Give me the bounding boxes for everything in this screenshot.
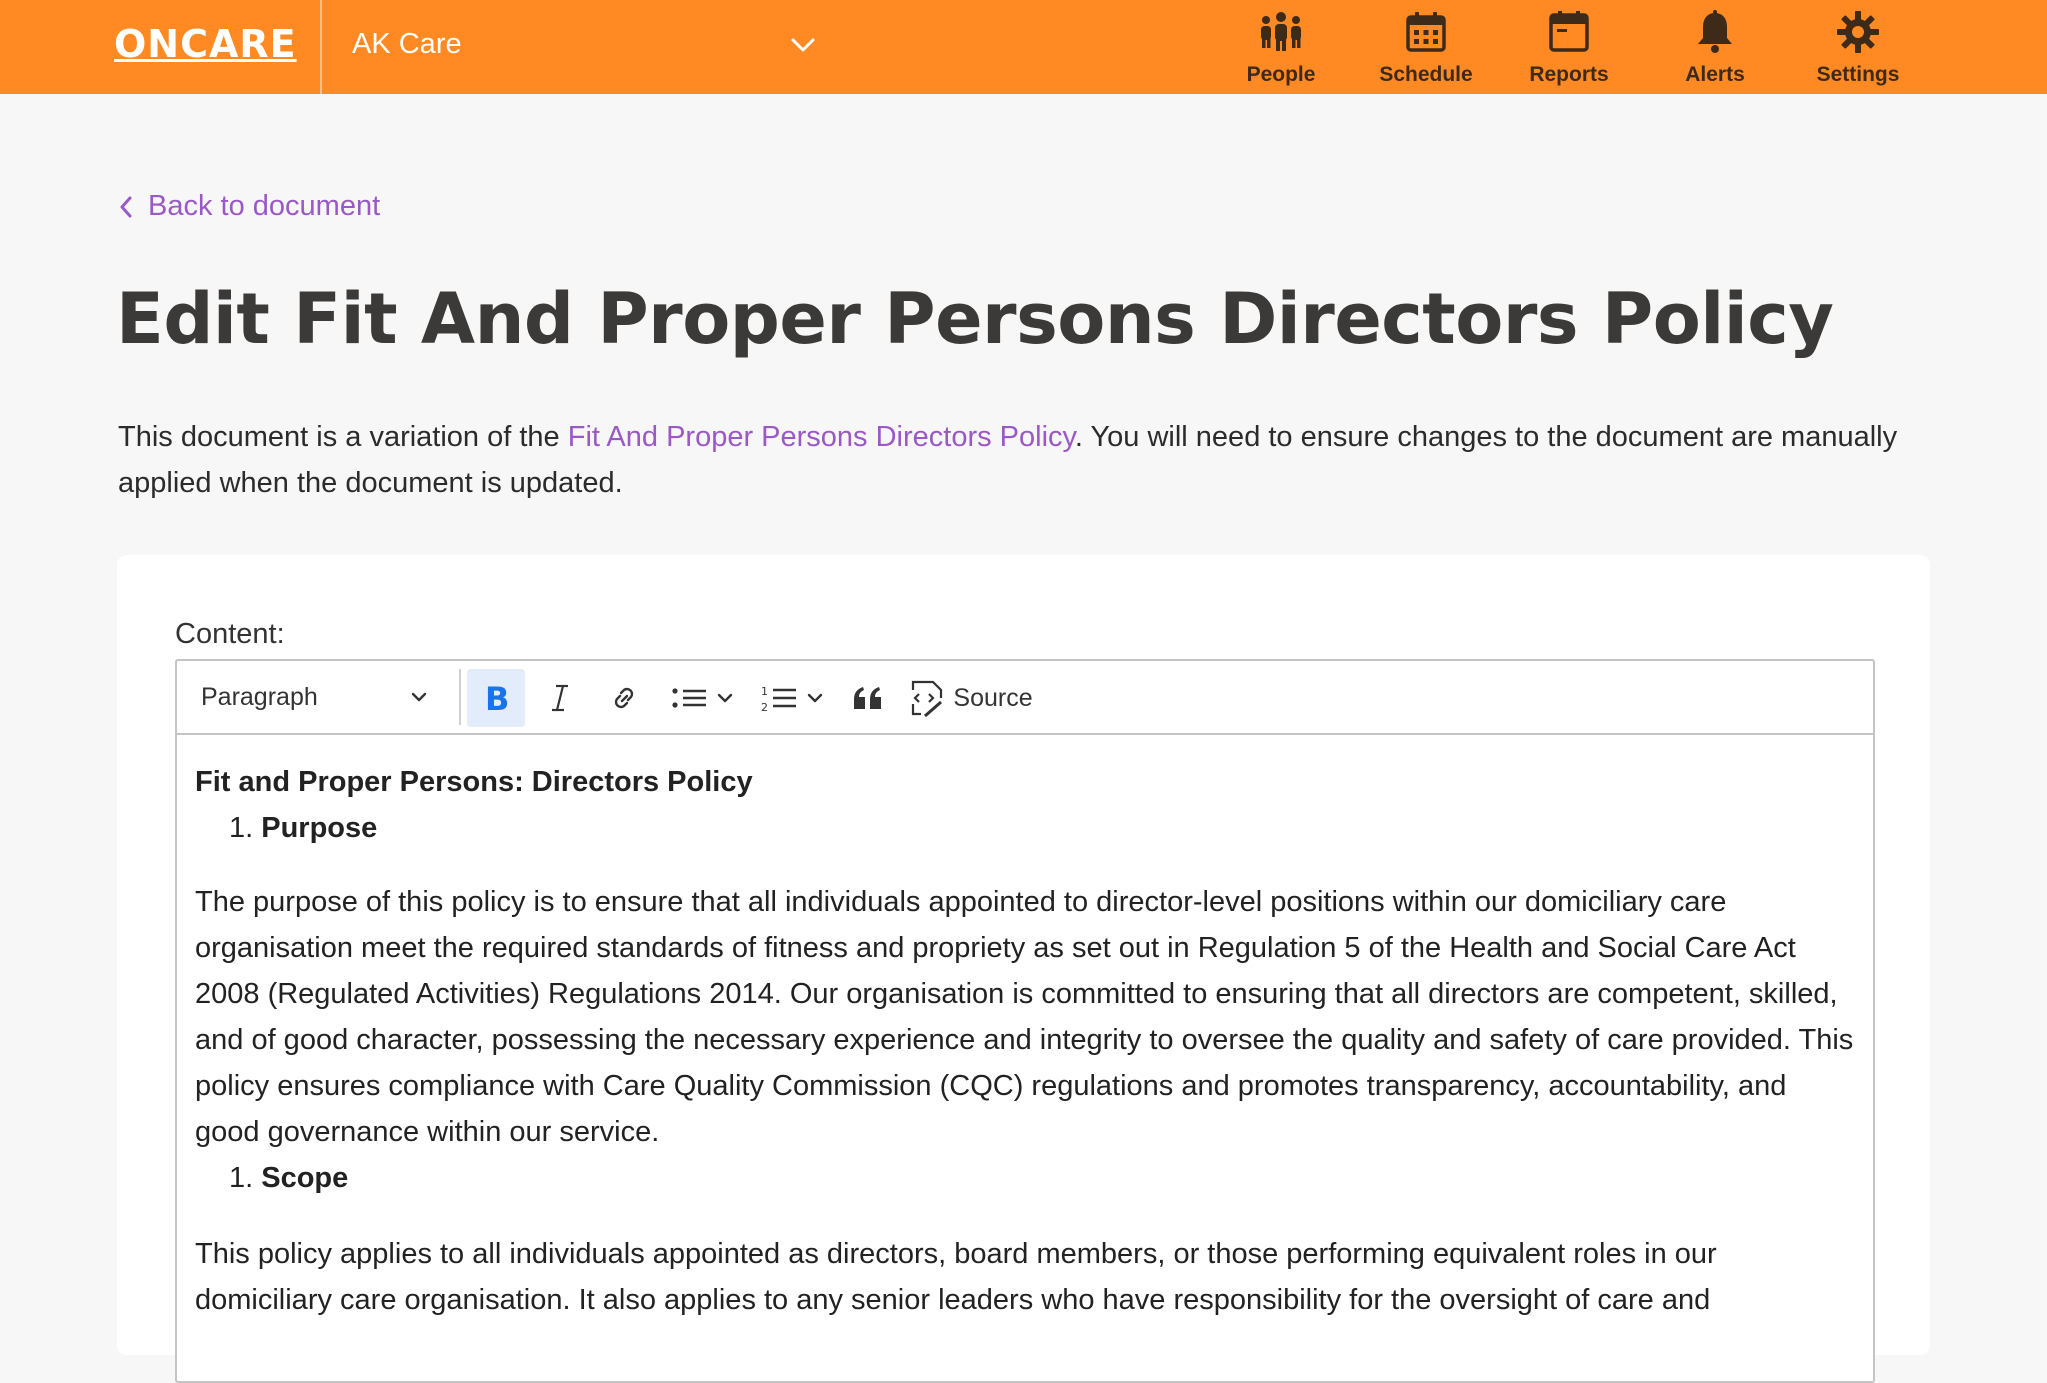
intro-text: . You will need to ensure changes to the document are manually applied when the document is updated. <box>118 421 1898 499</box>
svg-text:1: 1 <box>761 685 768 698</box>
numbered-list-button[interactable] <box>751 669 835 727</box>
bulleted-list-icon <box>670 683 710 713</box>
list-item <box>195 1155 1855 1201</box>
nav-alerts[interactable] <box>1650 0 1780 94</box>
nav-label: Settings <box>1816 63 1900 86</box>
content-label: Content: <box>175 618 285 650</box>
blockquote-button[interactable] <box>841 669 895 727</box>
list-item <box>195 805 1855 851</box>
paragraph-style-value: Paragraph <box>201 682 318 711</box>
page-title: Edit Fit And Proper Persons Directors Policy <box>116 278 1834 360</box>
italic-icon <box>545 681 575 715</box>
chevron-down-icon <box>409 687 429 707</box>
chevron-down-icon <box>714 688 736 708</box>
gear-icon <box>1834 8 1882 56</box>
list-number: 1. <box>229 812 254 844</box>
chevron-down-icon <box>804 688 826 708</box>
bold-button[interactable] <box>467 669 525 727</box>
nav-label: Schedule <box>1379 63 1473 86</box>
variation-notice <box>118 414 1918 506</box>
link-icon <box>608 682 640 714</box>
italic-button[interactable] <box>533 669 587 727</box>
section-title: Scope <box>261 1162 349 1194</box>
numbered-list-icon <box>760 682 800 714</box>
reports-icon <box>1545 8 1593 56</box>
nav-settings[interactable] <box>1793 0 1923 94</box>
link-button[interactable] <box>597 669 651 727</box>
svg-text:B: B <box>485 681 510 715</box>
section-paragraph: This policy applies to all individuals appointed as directors, board members, or those performing equivalent roles in our domiciliary care organisation. It also applies to any senior leaders who have responsibility for the oversight of care and <box>195 1238 1717 1316</box>
section-title: Purpose <box>261 812 378 844</box>
source-button[interactable] <box>905 669 1035 727</box>
source-policy-link[interactable]: Fit And Proper Persons Directors Policy <box>567 421 1075 453</box>
intro-text: This document is a variation of the <box>118 421 568 453</box>
source-icon <box>907 678 947 718</box>
svg-text:2: 2 <box>761 701 768 714</box>
organisation-name: AK Care <box>352 28 462 60</box>
chevron-down-icon <box>788 30 818 60</box>
organisation-selector[interactable] <box>322 0 822 94</box>
editor-toolbar <box>177 661 1873 735</box>
bold-icon <box>481 681 511 715</box>
nav-people[interactable] <box>1216 0 1346 94</box>
nav-schedule[interactable] <box>1361 0 1491 94</box>
back-to-document-link[interactable] <box>118 190 380 223</box>
nav-reports[interactable] <box>1504 0 1634 94</box>
oncare-logo[interactable]: ONCARE <box>114 22 297 66</box>
content-card <box>117 555 1930 1355</box>
top-navigation-bar <box>0 0 2047 94</box>
nav-label: Reports <box>1529 63 1609 86</box>
nav-label: People <box>1246 63 1316 86</box>
paragraph-style-dropdown[interactable] <box>185 671 441 723</box>
bell-icon <box>1691 8 1739 56</box>
document-heading: Fit and Proper Persons: Directors Policy <box>195 766 753 798</box>
blockquote-icon <box>851 683 885 713</box>
toolbar-separator <box>459 669 461 725</box>
calendar-icon <box>1402 8 1450 56</box>
section-paragraph: The purpose of this policy is to ensure that all individuals appointed to director-level positions within our domiciliary care organisation meet the required standards of fitness and propriety as set out in Regulation 5 of the Health and Social Care Act 2008 (Regulated Activities) Regulations 2014. Our organisation is committed to ensuring that all directors are competent, skilled, and of good character, possessing the necessary experience and integrity to oversee the quality and safety of care provided. This policy ensures compliance with Care Quality Commission (CQC) regulations and promotes transparency, accountability, and good governance within our service. <box>195 886 1854 1148</box>
back-link-label: Back to document <box>148 190 381 222</box>
bulleted-list-button[interactable] <box>661 669 745 727</box>
rich-text-editor[interactable] <box>175 659 1875 1383</box>
editor-content[interactable] <box>195 759 1855 1323</box>
nav-label: Alerts <box>1685 63 1745 86</box>
list-number: 1. <box>229 1162 254 1194</box>
people-icon <box>1257 8 1305 56</box>
source-label: Source <box>953 683 1033 712</box>
chevron-left-icon <box>118 194 134 220</box>
